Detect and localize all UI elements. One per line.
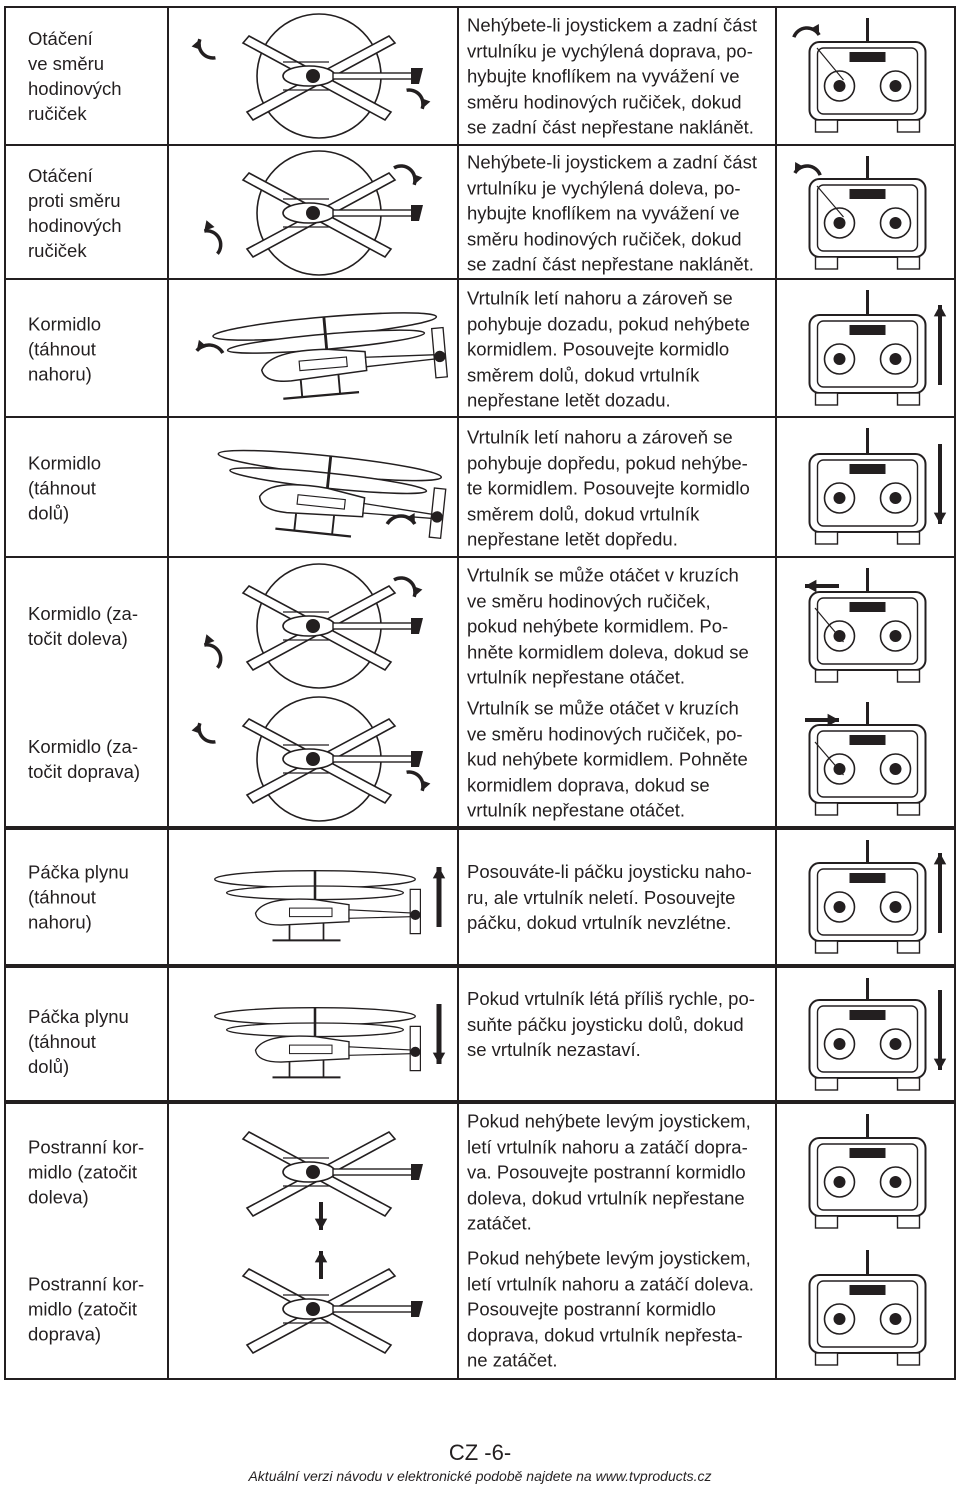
remote-illustration-svg [777,280,954,418]
footer-note: Aktuální verzi návodu v elektronické podobě najdete na www.tvproducts.cz [248,1468,712,1484]
row-label: Otáčení ve směru hodinových ručiček [28,28,122,124]
table-row [6,1104,954,1240]
helicopter-illustration [169,8,459,144]
rotation-arrow-icon [407,772,423,791]
table-row [6,968,954,1100]
remote-illustration-svg [777,830,954,964]
row-label: Kormidlo (táhnout dolů) [28,452,101,524]
remote-illustration [777,418,954,558]
instruction-text: Pokud nehýbete levým joystickem, letí vrtulník nahoru a zatáčí doleva. Posouvejte postranní kormidlo doprava, dokud vrtulník nepřesta- ne zatáčet. [467,1247,754,1371]
rotation-arrow-icon [407,90,423,109]
tail-rotor-icon [411,205,423,221]
instruction-cell [459,692,777,826]
arrowhead-icon [192,39,202,50]
remote-illustration [777,8,954,144]
side-helicopter-icon [212,307,448,405]
helicopter-illustration-svg [169,280,457,418]
arrowhead-icon [421,98,431,109]
instruction-cell [459,8,777,144]
remote-display-icon [850,189,886,199]
instruction-text: Vrtulník letí nahoru a zároveň se pohybuje dopředu, pokud nehýbe- te kormidlem. Posouvejte kormidlo směrem dolů, dokud vrtulník nepřestane letět dopředu. [467,426,750,550]
instruction-text: Vrtulník letí nahoru a zároveň se pohybuje dozadu, pokud nehýbete kormidlem. Posouvejte kormidlo směrem dolů, dokud vrtulník nepřestane letět dozadu. [467,287,750,411]
remote-display-icon [850,1148,886,1158]
rotation-arrow-icon [199,723,215,742]
row-label-cell [6,146,169,280]
table-row [6,144,954,280]
helicopter-illustration [169,146,459,280]
arrowhead-icon [192,723,202,734]
row-label-cell [6,8,169,144]
helicopter-illustration [169,280,459,418]
arrowhead-icon [810,24,819,35]
helicopter-illustration [169,692,459,826]
arrowhead-icon [421,780,431,791]
controls-table-group-3 [4,966,956,1102]
row-label-cell [6,692,169,826]
row-label: Kormidlo (za- točit doleva) [28,603,138,649]
helicopter-illustration [169,1240,459,1378]
arrowhead-icon [433,1053,445,1064]
rotor-hub-icon [306,69,320,83]
table-row [6,416,954,558]
remote-illustration-svg [777,1240,954,1378]
remote-illustration-svg [777,692,954,826]
row-label: Otáčení proti směru hodinových ručiček [28,165,122,261]
row-label: Kormidlo (táhnout nahoru) [28,313,101,385]
rotor-hub-icon [306,752,320,766]
row-label-cell [6,968,169,1100]
remote-illustration-svg [777,558,954,694]
helicopter-illustration-svg [169,830,457,964]
helicopter-illustration-svg [169,558,457,694]
table-row [6,692,954,826]
helicopter-illustration [169,1104,459,1240]
remote-display-icon [850,1010,886,1020]
tail-rotor-icon [411,618,423,634]
remote-illustration [777,1240,954,1378]
arrowhead-icon [433,867,445,878]
remote-illustration [777,1104,954,1240]
helicopter-illustration [169,830,459,964]
instruction-text: Pokud nehýbete levým joystickem, letí vrtulník nahoru a zatáčí dopra- va. Posouvejte postranní kormidlo doleva, dokud vrtulník nepřestane zatáčet. [467,1110,751,1234]
tail-rotor-icon [411,1301,423,1317]
remote-illustration [777,968,954,1100]
side-helicopter-icon [211,444,448,546]
instruction-cell [459,968,777,1100]
row-label-cell [6,558,169,694]
rotor-hub-icon [306,1165,320,1179]
arrowhead-icon [934,853,946,864]
rotation-arrow-icon [394,166,415,185]
rotor-hub-icon [306,206,320,220]
controls-table-group-1 [4,6,956,828]
row-label-cell [6,1240,169,1378]
arrowhead-icon [934,1059,946,1070]
helicopter-illustration [169,558,459,694]
arrowhead-icon [413,174,423,185]
remote-display-icon [850,52,886,62]
tail-boom-icon [333,623,415,629]
remote-illustration-svg [777,418,954,558]
rotor-hub-icon [306,619,320,633]
rotation-arrow-icon [199,39,215,58]
remote-illustration [777,280,954,418]
remote-illustration [777,830,954,964]
remote-illustration-svg [777,968,954,1100]
row-label-cell [6,830,169,964]
helicopter-illustration-svg [169,1240,457,1378]
table-row [6,278,954,418]
arrowhead-icon [315,1251,327,1262]
arrowhead-icon [934,513,946,524]
helicopter-illustration-svg [169,692,457,826]
table-row [6,1240,954,1378]
remote-display-icon [850,873,886,883]
instruction-text: Vrtulník se může otáčet v kruzích ve směru hodinových ručiček, pokud nehýbete kormidlem. Po- hněte kormidlem doleva, dokud se vrtulník nepřestane otáčet. [467,564,749,688]
rotation-arrow-icon [394,578,415,597]
tail-boom-icon [333,1306,415,1312]
remote-display-icon [850,464,886,474]
row-label: Postranní kor- midlo (zatočit doleva) [28,1136,145,1208]
tail-boom-icon [333,1169,415,1175]
arrowhead-icon [805,580,816,592]
instruction-text: Nehýbete-li joystickem a zadní část vrtulníku je vychýlená doleva, po- hybujte knoflíkem na vyvážení ve směru hodinových ručiček, dokud se zadní část nepřestane naklánět. [467,151,757,275]
instruction-cell [459,1104,777,1240]
helicopter-illustration-svg [169,8,457,144]
table-row [6,556,954,694]
tail-boom-icon [333,73,415,79]
controls-table-group-2 [4,828,956,966]
row-label: Kormidlo (za- točit doprava) [28,736,141,782]
remote-illustration [777,558,954,694]
instruction-cell [459,1240,777,1378]
side-helicopter-icon [215,1008,421,1078]
instruction-cell [459,558,777,694]
instruction-cell [459,146,777,280]
tail-rotor-icon [411,1164,423,1180]
remote-illustration-svg [777,1104,954,1240]
helicopter-illustration-svg [169,1104,457,1240]
instruction-text: Nehýbete-li joystickem a zadní část vrtulníku je vychýlená doprava, po- hybujte knoflíkem na vyvážení ve směru hodinových ručiček, dokud se zadní část nepřestane naklánět. [467,14,757,138]
row-label: Páčka plynu (táhnout nahoru) [28,861,129,933]
remote-illustration [777,692,954,826]
instruction-text: Posouváte-li páčku joysticku naho- ru, ale vrtulník neletí. Posouvejte páčku, dokud vrtulník nevzlétne. [467,860,752,933]
remote-illustration [777,146,954,280]
helicopter-illustration-svg [169,968,457,1100]
remote-display-icon [850,735,886,745]
arrowhead-icon [315,1219,327,1230]
tail-rotor-icon [411,751,423,767]
tail-boom-icon [333,756,415,762]
controls-table-group-4 [4,1102,956,1380]
remote-illustration-svg [777,146,954,280]
helicopter-illustration [169,418,459,558]
row-label: Páčka plynu (táhnout dolů) [28,1006,129,1077]
table-row [6,830,954,964]
tail-boom-icon [333,210,415,216]
remote-display-icon [850,1285,886,1295]
helicopter-illustration-svg [169,418,457,558]
row-label: Postranní kor- midlo (zatočit doprava) [28,1273,145,1345]
remote-illustration-svg [777,8,954,144]
instruction-text: Pokud vrtulník létá příliš rychle, po- suňte páčku joysticku dolů, dokud se vrtulník nezastaví. [467,988,755,1060]
remote-display-icon [850,325,886,335]
arrowhead-icon [413,586,423,597]
helicopter-illustration-svg [169,146,457,280]
row-label-cell [6,418,169,558]
table-row [6,8,954,144]
rotation-arrow-icon [204,231,220,254]
tail-rotor-icon [411,68,423,84]
helicopter-illustration [169,968,459,1100]
instruction-cell [459,280,777,418]
rotor-hub-icon [306,1302,320,1316]
instruction-cell [459,830,777,964]
remote-display-icon [850,602,886,612]
instruction-text: Vrtulník se může otáčet v kruzích ve směru hodinových ručiček, po- kud nehýbete kormidlem. Pohněte kormidlem doprava, dokud se vrtulník nepřestane otáčet. [467,697,748,821]
instruction-cell [459,418,777,558]
row-label-cell [6,1104,169,1240]
row-label-cell [6,280,169,418]
side-helicopter-icon [215,871,421,941]
arrowhead-icon [934,305,946,316]
page-number: CZ -6- [448,1440,512,1465]
arrowhead-icon [795,162,804,173]
rotation-arrow-icon [204,645,220,668]
